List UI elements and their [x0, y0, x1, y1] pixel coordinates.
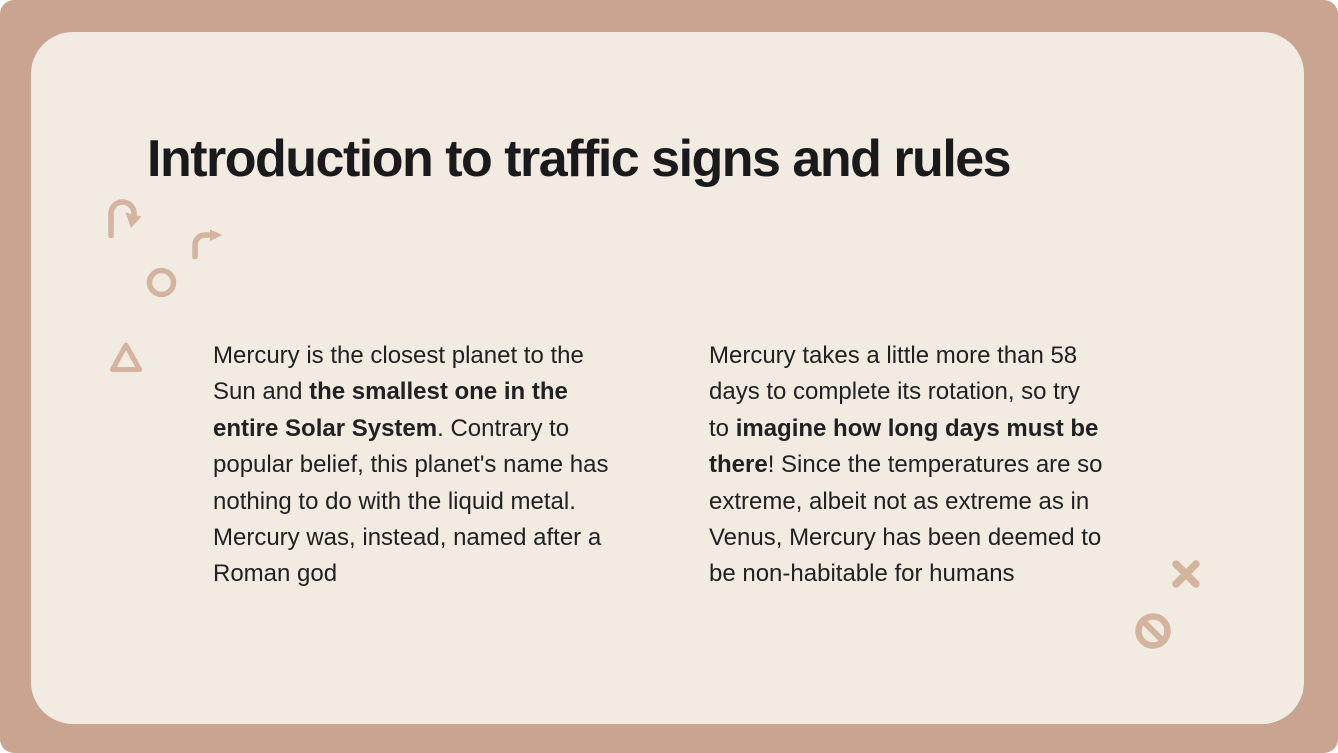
text-line: be non-habitable for humans — [709, 560, 1015, 588]
slide-title: Introduction to traffic signs and rules — [147, 130, 1011, 188]
circle-outline-icon — [146, 267, 177, 298]
text-line: days to complete its rotation, so try — [709, 378, 1080, 406]
triangle-outline-icon — [109, 340, 143, 374]
x-cross-icon — [1170, 558, 1202, 590]
body-text-left — [213, 338, 609, 593]
text-line: Mercury was, instead, named after a — [213, 524, 602, 552]
text-line: nothing to do with the liquid metal. — [213, 487, 576, 515]
text-line: Mercury is the closest planet to the — [213, 342, 584, 369]
text-line: to imagine how long days must be — [709, 414, 1099, 442]
slide-card — [31, 32, 1304, 724]
text-line: Venus, Mercury has been deemed to — [709, 524, 1102, 552]
body-text-right — [709, 338, 1103, 593]
text-line: extreme, albeit not as extreme as in — [709, 487, 1090, 515]
text-line: popular belief, this planet's name has — [213, 451, 609, 479]
text-line: there! Since the temperatures are so — [709, 451, 1103, 479]
turn-right-arrow-icon — [189, 229, 225, 259]
uturn-arrow-icon — [104, 198, 142, 238]
text-line: entire Solar System. Contrary to — [213, 414, 570, 442]
text-line: Roman god — [213, 560, 338, 588]
text-line: Mercury takes a little more than 58 — [709, 342, 1078, 369]
text-line: Sun and the smallest one in the — [213, 378, 568, 406]
no-entry-icon — [1134, 612, 1172, 650]
